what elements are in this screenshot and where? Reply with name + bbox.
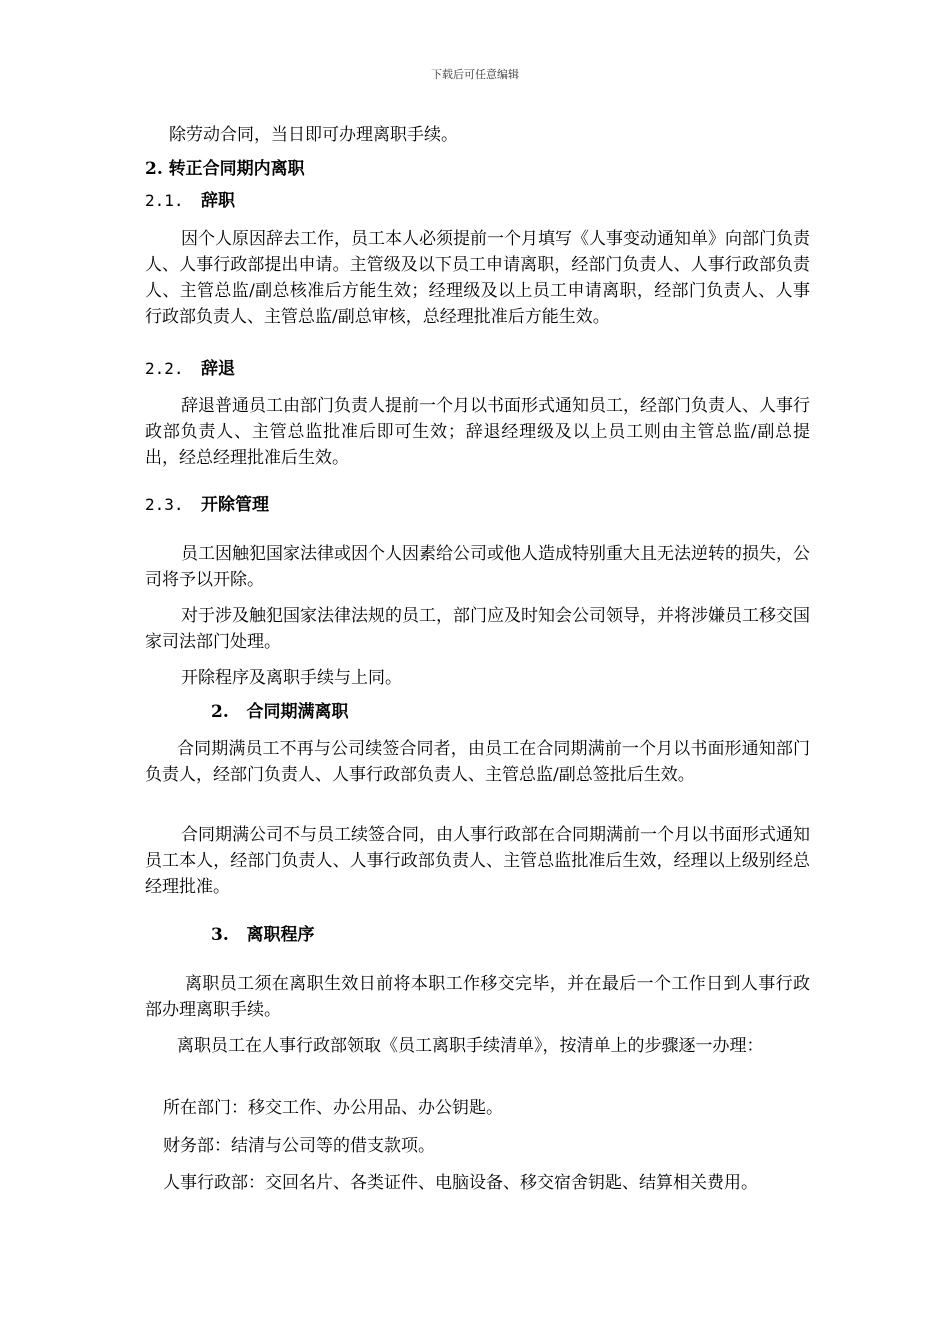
resignation-procedure-heading: 3. 离职程序: [211, 925, 315, 945]
intro-paragraph: 除劳动合同，当日即可办理离职手续。: [169, 125, 458, 145]
dismissal-paragraph: 辞退普通员工由部门负责人提前一个月以书面形式通知员工，经部门负责人、人事行政部负责人、主管总监批准后即可生效；辞退经理级及以上员工则由主管总监/副总提出，经总经理批准后生效。: [145, 396, 810, 468]
expulsion-paragraph-1: 员工因触犯国家法律或因个人因素给公司或他人造成特别重大且无法逆转的损失，公司将予以开除。: [145, 544, 810, 590]
contract-expiry-paragraph-2: 合同期满公司不与员工续签合同，由人事行政部在合同期满前一个月以书面形式通知员工本人，经部门负责人、人事行政部负责人、主管总监批准后生效，经理以上级别经总经理批准。: [145, 825, 810, 897]
procedure-hr-item: 人事行政部：交回名片、各类证件、电脑设备、移交宿舍钥匙、结算相关费用。: [163, 1173, 758, 1193]
procedure-finance-item: 财务部：结清与公司等的借支款项。: [163, 1136, 435, 1156]
subsection-number: 2.3.: [145, 495, 184, 514]
subsection-title: 开除管理: [201, 495, 269, 515]
subsection-heading-2-1: [145, 188, 810, 214]
subsection-title: 辞职: [201, 191, 235, 211]
procedure-department-item: 所在部门：移交工作、办公用品、办公钥匙。: [163, 1098, 503, 1118]
contract-expiry-paragraph-1: 合同期满员工不再与公司续签合同者，由员工在合同期满前一个月以书面形通知部门负责人，经部门负责人、人事行政部负责人、主管总监/副总签批后生效。: [145, 739, 810, 785]
subsection-heading-2-3: [145, 492, 810, 518]
resignation-paragraph: 因个人原因辞去工作，员工本人必须提前一个月填写《人事变动通知单》向部门负责人、人事行政部提出申请。主管级及以下员工申请离职，经部门负责人、人事行政部负责人、主管总监/副总核准后方能生效；经理级及以上员工申请离职，经部门负责人、人事行政部负责人、主管总监/副总审核，总经理批准后方能生效。: [145, 229, 810, 327]
procedure-paragraph-1: 离职员工须在离职生效日前将本职工作移交完毕，并在最后一个工作日到人事行政部办理离职手续。: [145, 974, 810, 1020]
section-heading-2: 2. 转正合同期内离职: [145, 159, 305, 179]
subsection-number: 2.1.: [145, 191, 184, 210]
subsection-title: 辞退: [201, 359, 235, 379]
contract-expiry-heading: 2. 合同期满离职: [211, 702, 349, 722]
expulsion-paragraph-3: 开除程序及离职手续与上同。: [181, 668, 402, 688]
subsection-heading-2-2: [145, 356, 810, 382]
expulsion-paragraph-2: 对于涉及触犯国家法律法规的员工，部门应及时知会公司领导，并将涉嫌员工移交国家司法部门处理。: [145, 606, 810, 652]
page-header: 下载后可任意编辑: [431, 68, 519, 81]
subsection-number: 2.2.: [145, 359, 184, 378]
procedure-paragraph-2: 离职员工在人事行政部领取《员工离职手续清单》，按清单上的步骤逐一办理：: [177, 1036, 764, 1056]
